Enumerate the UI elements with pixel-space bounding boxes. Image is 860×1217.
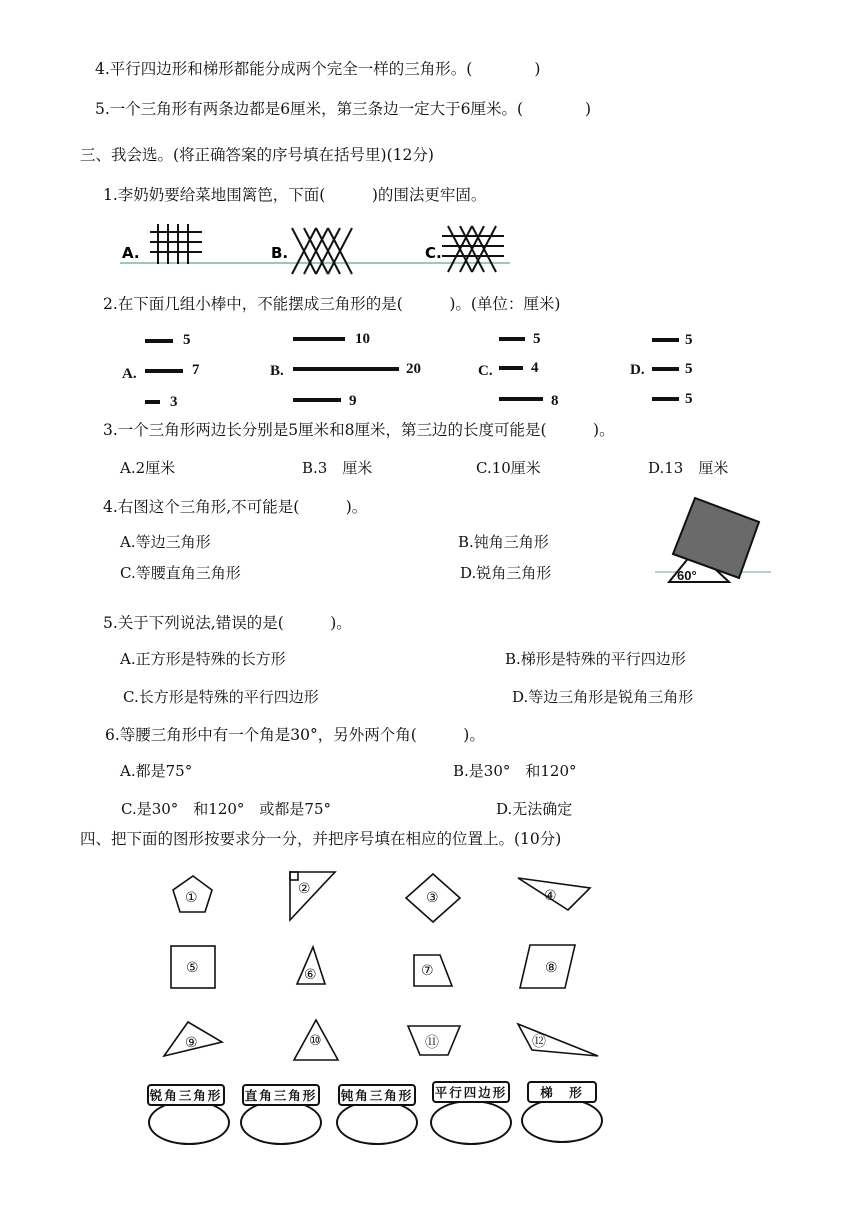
- stick: [293, 337, 345, 341]
- shape-outlines: [164, 872, 598, 1060]
- category-label-acute: 锐角三角形: [147, 1084, 225, 1106]
- q6-option-d: D.无法确定: [496, 800, 573, 818]
- shape-number: ④: [544, 888, 557, 904]
- shape-number: ⑤: [186, 960, 199, 976]
- category-circle-obtuse[interactable]: [336, 1100, 418, 1145]
- stick-group-label: A.: [122, 366, 137, 382]
- shape-number: ⑪: [425, 1035, 439, 1051]
- category-circle-acute[interactable]: [148, 1100, 230, 1145]
- fence-figure: [120, 220, 520, 280]
- stick-length: 20: [406, 361, 421, 377]
- q3-option-b: B.3 厘米: [302, 459, 373, 477]
- stick: [145, 369, 183, 373]
- judge-question-5: 5.一个三角形有两条边都是6厘米，第三条边一定大于6厘米。( ): [95, 100, 592, 118]
- shape-number: ⑧: [545, 960, 558, 976]
- shape-number: ①: [185, 890, 198, 906]
- shape-number: ⑩: [309, 1033, 322, 1049]
- q6-option-a: A.都是75°: [120, 762, 193, 780]
- fence-label-c: C.: [425, 244, 442, 262]
- q4-option-b: B.钝角三角形: [458, 533, 549, 551]
- stick: [293, 367, 399, 371]
- fence-c-cross-grid: [442, 226, 504, 272]
- q5-option-c: C.长方形是特殊的平行四边形: [123, 688, 319, 706]
- stick: [652, 367, 679, 371]
- category-label-obtuse: 钝角三角形: [338, 1084, 416, 1106]
- shape-number: ③: [426, 890, 439, 906]
- choice-question-4: 4.右图这个三角形,不可能是( )。: [103, 498, 368, 516]
- q5-option-a: A.正方形是特殊的长方形: [120, 650, 286, 668]
- judge-question-4: 4.平行四边形和梯形都能分成两个完全一样的三角形。( ): [95, 60, 541, 78]
- fence-b-cross: [292, 228, 352, 274]
- fence-label-a: A.: [122, 244, 140, 262]
- stick-length: 5: [685, 332, 693, 348]
- category-label-trapezoid: 梯 形: [527, 1081, 597, 1103]
- shape-number: ②: [298, 881, 311, 897]
- stick-length: 7: [192, 362, 200, 378]
- covered-triangle-figure: [655, 492, 773, 590]
- stick-length: 8: [551, 393, 559, 409]
- stick-length: 5: [685, 391, 693, 407]
- category-circle-right[interactable]: [240, 1100, 322, 1145]
- q5-option-d: D.等边三角形是锐角三角形: [512, 688, 694, 706]
- stick-group-label: D.: [630, 362, 645, 378]
- stick: [652, 397, 679, 401]
- section-4-title: 四、把下面的图形按要求分一分，并把序号填在相应的位置上。(10分): [80, 830, 562, 848]
- stick: [499, 337, 525, 341]
- q4-option-d: D.锐角三角形: [460, 564, 552, 582]
- fence-label-b: B.: [271, 244, 289, 262]
- stick: [499, 366, 523, 370]
- shape-number: ⑫: [532, 1034, 546, 1050]
- stick: [652, 338, 679, 342]
- q4-option-c: C.等腰直角三角形: [120, 564, 241, 582]
- stick: [499, 397, 543, 401]
- stick-group-label: C.: [478, 363, 493, 379]
- q6-option-b: B.是30° 和120°: [453, 762, 577, 780]
- stick-length: 3: [170, 394, 178, 410]
- choice-question-3: 3.一个三角形两边长分别是5厘米和8厘米，第三边的长度可能是( )。: [103, 421, 615, 439]
- choice-question-6: 6.等腰三角形中有一个角是30°，另外两个角( )。: [105, 726, 485, 744]
- q3-option-a: A.2厘米: [120, 459, 176, 477]
- q5-option-b: B.梯形是特殊的平行四边形: [505, 650, 686, 668]
- q3-option-c: C.10厘米: [476, 459, 541, 477]
- choice-question-1: 1.李奶奶要给菜地围篱笆，下面( )的围法更牢固。: [103, 186, 487, 204]
- q3-option-d: D.13 厘米: [648, 459, 729, 477]
- category-label-parallelogram: 平行四边形: [432, 1081, 510, 1103]
- stick-length: 10: [355, 331, 370, 347]
- stick-length: 9: [349, 393, 357, 409]
- shape-numbers: [185, 881, 558, 1051]
- stick: [145, 400, 160, 404]
- stick: [293, 398, 341, 402]
- angle-label: 60°: [677, 568, 697, 583]
- shape-number: ⑨: [185, 1035, 198, 1051]
- stick-group-label: B.: [270, 363, 284, 379]
- category-circle-trapezoid[interactable]: [521, 1098, 603, 1143]
- category-circle-parallelogram[interactable]: [430, 1100, 512, 1145]
- section-3-title: 三、我会选。(将正确答案的序号填在括号里)(12分): [80, 146, 434, 164]
- stick-length: 5: [183, 332, 191, 348]
- q4-option-a: A.等边三角形: [120, 533, 211, 551]
- stick-length: 5: [533, 331, 541, 347]
- fence-a-grid: [150, 224, 202, 264]
- stick-length: 5: [685, 361, 693, 377]
- category-label-right: 直角三角形: [242, 1084, 320, 1106]
- stick-length: 4: [531, 360, 539, 376]
- shape-number: ⑦: [421, 963, 434, 979]
- q6-option-c: C.是30° 和120° 或都是75°: [121, 800, 332, 818]
- stick: [145, 339, 173, 343]
- shape-number: ⑥: [304, 967, 317, 983]
- choice-question-5: 5.关于下列说法,错误的是( )。: [103, 614, 352, 632]
- choice-question-2: 2.在下面几组小棒中，不能摆成三角形的是( )。(单位：厘米): [103, 295, 561, 313]
- triangle-shape-12: [518, 1024, 598, 1056]
